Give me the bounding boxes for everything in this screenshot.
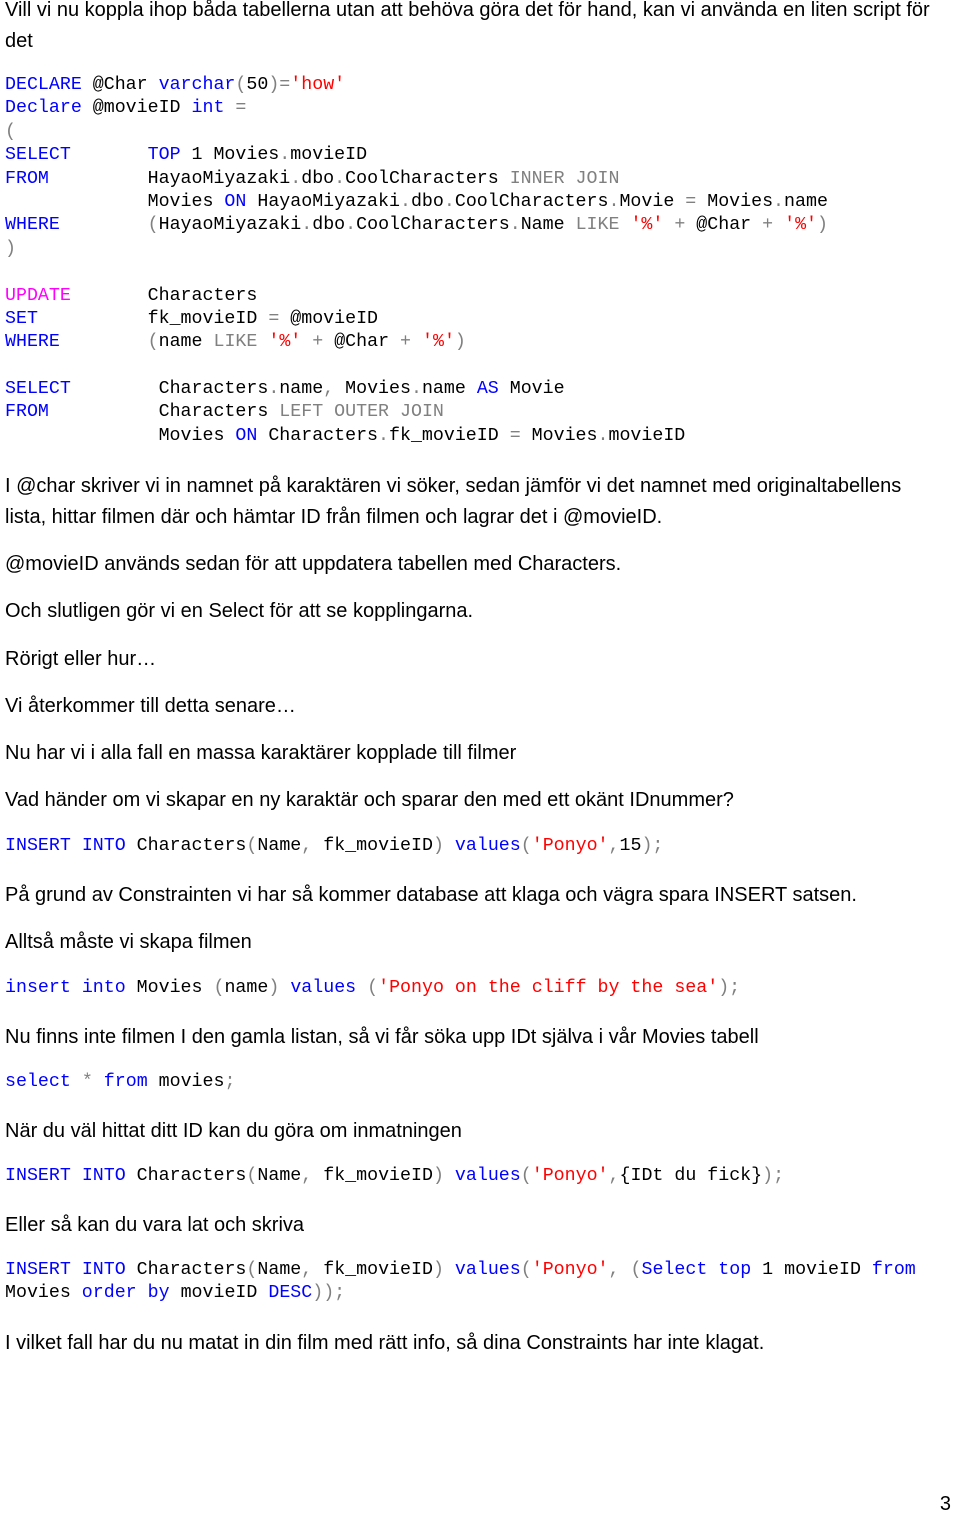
create-film-text: Alltså måste vi skapa filmen [5,931,252,953]
redo-insert-text: När du väl hittat ditt ID kan du göra om inmatningen [5,1120,462,1142]
code-token: * [81,1072,93,1092]
code-token: LIKE [213,332,258,353]
code-token: ( [147,332,159,353]
code-token: + [762,215,774,236]
code-token [71,145,148,165]
code-token: = [509,425,521,446]
code-line [5,331,828,354]
code-token: @Char [81,75,159,95]
code-token: Movie [498,379,565,400]
code-token [301,332,312,352]
code-token: LEFT [279,402,324,423]
code-token [137,1283,148,1303]
explanation-final-select: Och slutligen gör vi en Select för att se kopplingarna. [5,600,474,622]
code-token: top [718,1260,752,1280]
code-token: , [301,1166,313,1186]
code-token: ) [432,836,444,856]
code-token: WHERE [5,332,60,353]
code-token: . [443,191,455,212]
find-id-text: Nu finns inte filmen I den gamla listan, så vi får söka upp IDt själva i vår Movies tabell [5,1026,759,1048]
code-line [5,191,828,214]
page-number: 3 [939,1493,951,1515]
sql-insert-known-id [5,1165,784,1188]
code-token: from [871,1260,916,1280]
code-token: Name [257,1166,302,1186]
code-token: , [608,836,620,856]
code-token: Movies [520,425,598,446]
code-token [619,215,630,235]
code-token: Movies [696,191,774,212]
code-token: ( [147,215,159,236]
code-line [5,1165,784,1188]
code-token: ( [235,75,247,95]
code-token: order [81,1283,137,1304]
code-token [257,332,268,352]
code-token: '%' [422,332,455,353]
sql-insert-movie [5,977,740,1000]
code-token: Characters [125,1260,247,1280]
code-token: SELECT [5,379,71,400]
code-token: JOIN [575,168,620,189]
code-token: fk_movieID [389,425,510,446]
code-token [620,1260,631,1280]
code-token: name [279,379,324,400]
code-token: + [312,332,324,353]
code-token: LIKE [575,215,620,236]
explanation-movieid-update: @movieID används sedan för att uppdatera tabellen med Characters. [5,553,622,575]
code-token: by [147,1283,170,1304]
code-token [444,836,455,856]
code-token: fk_movieID [37,308,269,329]
code-line [5,1071,235,1094]
code-token: name [158,332,214,353]
code-token: Characters [257,425,379,446]
code-token [663,215,674,235]
code-token: , [608,1166,620,1186]
code-token [411,332,422,352]
code-token: AS [476,379,499,400]
code-token: Movie [619,191,686,212]
code-token: ) [5,238,16,259]
code-token: ) [454,332,466,353]
code-token: @Char [323,332,401,353]
code-token: 1 movieID [751,1260,872,1280]
code-line [5,308,828,331]
code-line [5,144,828,167]
code-line [5,285,828,308]
constraint-explanation: På grund av Constrainten vi har så kommer database att klaga och vägra spara INSERT satsen. [5,884,857,906]
code-token: , [301,836,313,856]
code-token: values [454,1260,521,1280]
intro-paragraph: Vill vi nu koppla ihop båda tabellerna utan att behöva göra det för hand, kan vi använda en liten script för det [5,0,930,52]
code-token: @movieID [279,308,379,329]
code-token: ) [268,978,280,998]
code-token: CoolCharacters [454,191,609,212]
code-token: Characters [48,402,280,423]
code-token [71,1166,82,1186]
code-token: . [279,145,291,166]
code-token: dbo [301,168,335,189]
code-token: 'Ponyo' [531,1166,609,1186]
code-token: INTO [81,1260,126,1280]
code-token [444,1166,455,1186]
code-token: Select [641,1260,708,1280]
code-token: FROM [5,168,49,189]
code-token: , [323,379,335,400]
code-token: ); [718,978,741,998]
code-token: movieID [169,1283,269,1304]
code-token: '%' [630,215,664,236]
code-token [323,402,334,422]
code-token: {IDt du fick} [619,1166,763,1186]
code-token: ( [5,121,16,142]
code-token: ( [520,1166,532,1186]
code-token: @Char [685,215,763,236]
code-token: Movies [334,379,411,400]
code-token: = [685,191,697,212]
code-line [5,97,828,120]
code-token: , [608,1260,620,1280]
code-token: movies [147,1072,225,1092]
code-token: Characters [125,836,247,856]
code-token: 'Ponyo' [531,836,609,856]
code-token: + [674,215,686,236]
code-token: = [235,98,247,119]
remark-messy: Rörigt eller hur… [5,648,157,670]
code-token: WHERE [5,215,60,236]
code-token: Characters [70,285,258,306]
code-token: name [224,978,269,998]
code-token: INTO [81,836,126,856]
code-token: ) [817,215,828,236]
code-token: )= [268,75,291,95]
code-token: ON [235,425,258,446]
code-token: ( [246,836,258,856]
code-token: Name [257,836,302,856]
code-token: HayaoMiyazaki [246,191,400,212]
code-token: values [290,978,357,998]
code-token: . [399,191,411,212]
code-token: OUTER [334,402,390,423]
code-token: UPDATE [5,285,71,306]
code-token: fk_movieID [312,1166,433,1186]
code-token: = [268,308,280,329]
code-token: Characters [70,379,269,400]
code-token: 50 [246,75,269,95]
code-token: CoolCharacters [356,215,510,236]
code-token: fk_movieID [312,1260,433,1280]
code-token: 'Ponyo on the cliff by the sea' [378,978,719,998]
code-token: . [378,425,390,446]
code-token [224,98,235,118]
code-token: INSERT [5,1166,71,1186]
code-token: ); [762,1166,785,1186]
code-token: ( [520,1260,532,1280]
remark-return-later: Vi återkommer till detta senare… [5,695,296,717]
code-token: ); [641,836,664,856]
explanation-char-variable: I @char skriver vi in namnet på karaktären vi söker, sedan jämför vi det namnet med originaltabellens lista, hittar filmen där och hämtar ID från filmen och lagrar det i @movieID. [5,475,902,528]
code-token: ON [224,191,247,212]
code-token: FROM [5,402,49,423]
code-line [5,74,828,97]
code-token [71,1072,82,1092]
code-token: . [290,168,302,189]
code-token: ( [367,978,379,998]
code-token [71,1260,82,1280]
code-token: Movies [5,191,225,212]
code-token: Characters [125,1166,247,1186]
remark-characters-linked: Nu har vi i alla fall en massa karaktärer kopplade till filmer [5,742,517,764]
code-token: int [191,98,225,119]
code-token [93,1072,104,1092]
code-token: name [421,379,477,400]
code-token: INSERT [5,836,71,856]
code-token: Movies [125,978,214,998]
code-token: values [454,836,521,856]
code-token: 'how' [290,75,346,95]
code-token [707,1260,718,1280]
code-token: . [410,379,422,400]
code-token [356,978,367,998]
code-token: ) [432,1166,444,1186]
code-token: INNER [509,168,565,189]
code-token [60,332,148,352]
code-token: select [5,1072,71,1092]
code-token: dbo [312,215,346,236]
code-token: CoolCharacters [345,168,510,189]
code-token: '%' [268,332,302,353]
code-token: ( [520,836,532,856]
code-token: fk_movieID [312,836,433,856]
code-token: 1 Movies [180,145,280,166]
conclusion-text: I vilket fall har du nu matat in din film med rätt info, så dina Constraints har inte klagat. [5,1332,765,1354]
code-token: . [345,215,357,236]
code-token: movieID [290,145,368,166]
lazy-option-text: Eller så kan du vara lat och skriva [5,1214,305,1236]
code-token: Declare [5,98,82,119]
code-token [389,402,400,422]
code-token: Movies [5,425,236,446]
code-token: . [334,168,346,189]
code-line [5,401,828,424]
code-token: ; [224,1072,236,1092]
code-line [5,977,740,1000]
code-token: into [81,978,126,998]
code-line [5,214,828,237]
code-token: TOP [147,145,181,166]
code-token: , [301,1260,313,1280]
question-unknown-id: Vad händer om vi skapar en ny karaktär och sparar den med ett okänt IDnummer? [5,789,734,811]
code-token: 15 [619,836,642,856]
code-token: . [301,215,313,236]
code-line [5,168,828,191]
code-token: SELECT [5,145,71,166]
code-token [60,215,148,235]
code-token: insert [5,978,71,998]
code-token: ) [432,1260,444,1280]
code-token: . [608,191,620,212]
sql-script-block [5,74,828,448]
code-line [5,121,828,144]
code-token: values [454,1166,521,1186]
code-line [5,261,828,284]
code-token: '%' [784,215,818,236]
code-token: . [509,215,521,236]
code-line [5,238,828,261]
code-token: HayaoMiyazaki [48,168,291,189]
code-token: Name [520,215,576,236]
code-token: SET [5,308,38,329]
code-line [5,835,663,858]
code-line [5,378,828,401]
code-token: INTO [81,1166,126,1186]
code-token [773,215,784,235]
code-token [444,1260,455,1280]
code-token [565,169,576,189]
code-token: from [103,1072,148,1092]
sql-insert-subquery [5,1259,916,1306]
code-token [279,978,290,998]
code-token: ( [630,1260,642,1280]
code-token: @movieID [81,98,192,119]
code-token: JOIN [400,402,444,423]
code-token: Name [257,1260,302,1280]
sql-select-movies [5,1071,235,1094]
code-token [71,978,82,998]
code-token: varchar [158,75,236,95]
code-line [5,355,828,378]
code-token: DECLARE [5,75,82,95]
code-token: . [597,425,609,446]
code-token: . [268,379,280,400]
code-line [5,425,828,448]
code-token: dbo [410,191,444,212]
code-token: ( [246,1260,258,1280]
code-token [71,836,82,856]
code-token: DESC [268,1283,313,1304]
code-line [5,1259,916,1282]
code-token: movieID [608,425,686,446]
sql-insert-unknown-id [5,835,663,858]
code-token: 'Ponyo' [531,1260,609,1280]
code-token: Movies [5,1283,82,1304]
code-token: HayaoMiyazaki [158,215,302,236]
code-token: ( [246,1166,258,1186]
code-token: INSERT [5,1260,71,1280]
code-token: name [784,191,828,212]
code-token: ( [213,978,225,998]
code-token: . [773,191,785,212]
code-line [5,1282,916,1305]
code-token: + [400,332,412,353]
code-token: )); [312,1283,346,1304]
